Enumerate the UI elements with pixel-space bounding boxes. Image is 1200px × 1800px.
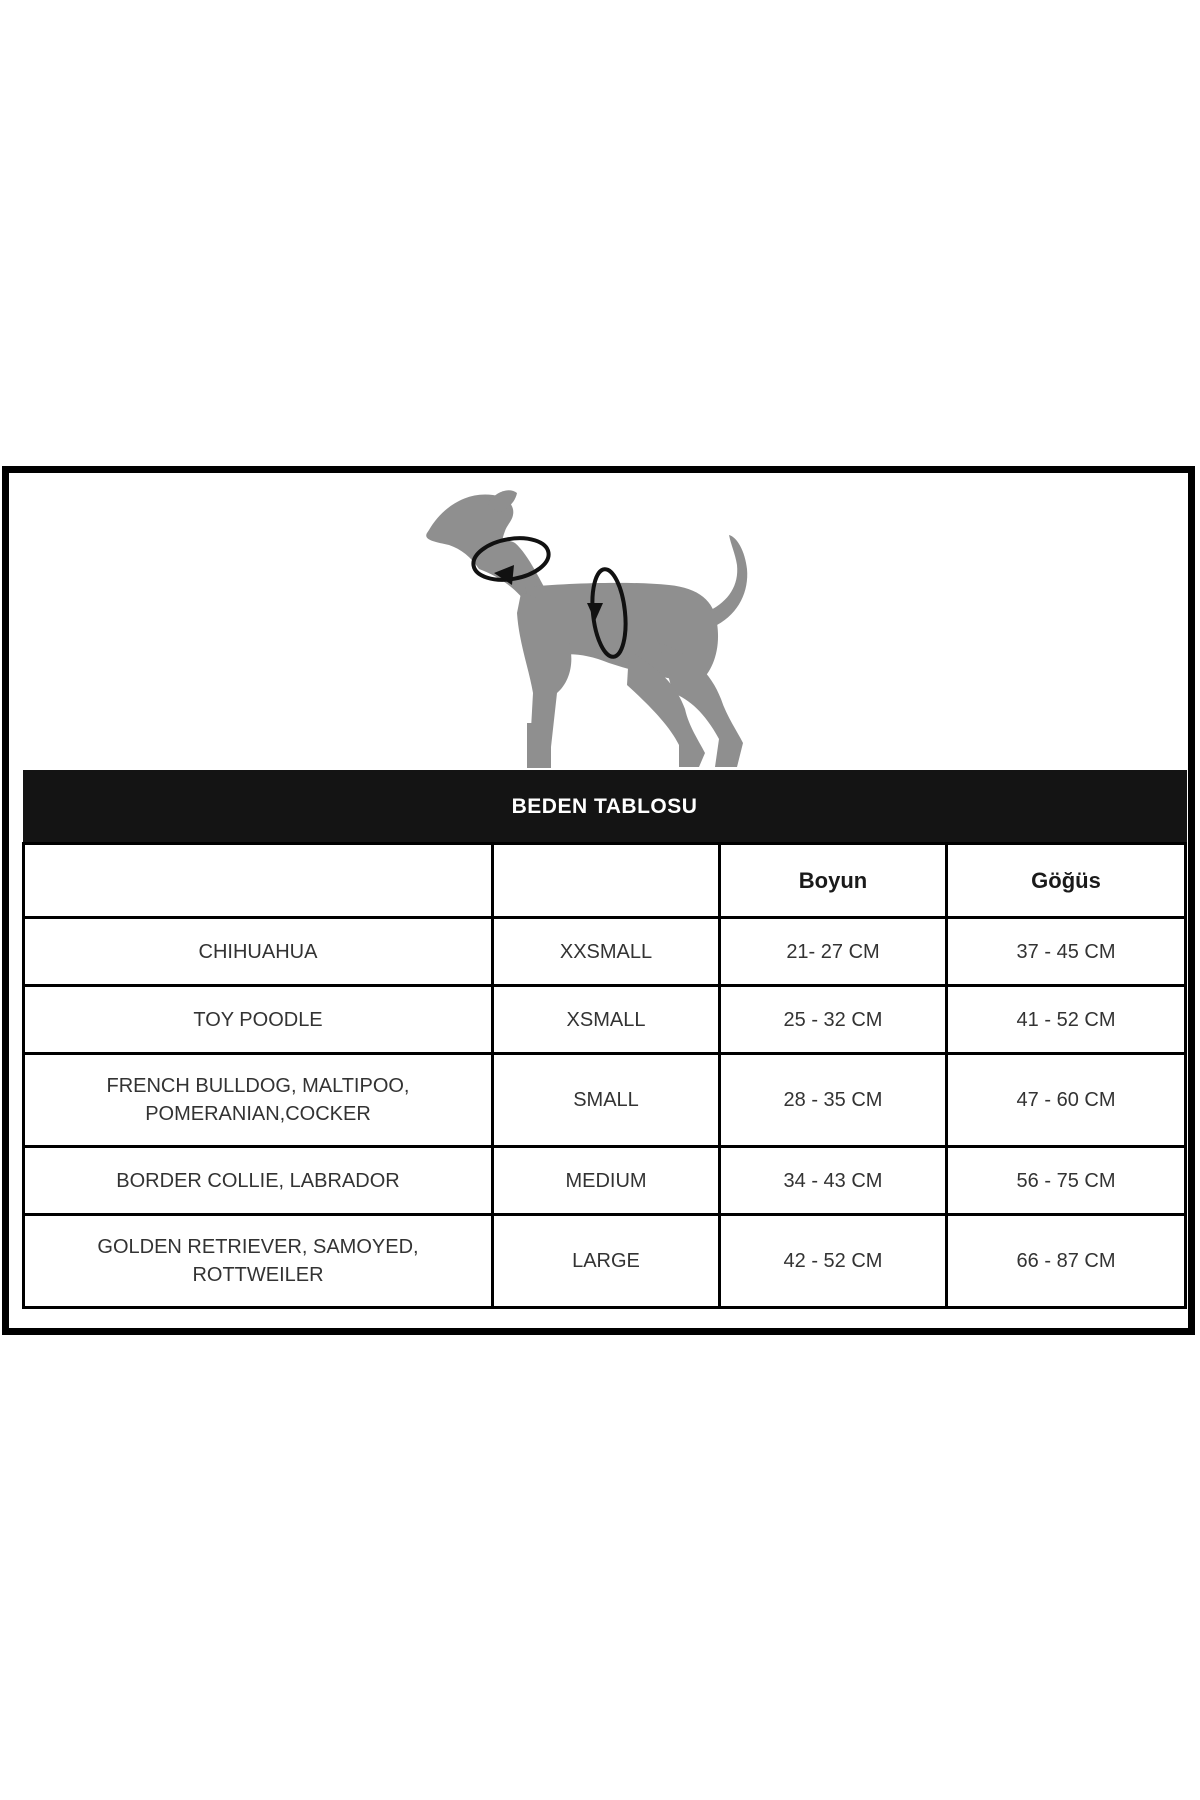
neck-cell: 28 - 35 CM bbox=[720, 1054, 947, 1147]
chest-cell: 56 - 75 CM bbox=[947, 1147, 1186, 1215]
size-cell: SMALL bbox=[493, 1054, 720, 1147]
breed-cell: FRENCH BULLDOG, MALTIPOO, POMERANIAN,COCKER bbox=[24, 1054, 493, 1147]
table-row bbox=[24, 918, 1186, 986]
neck-cell: 34 - 43 CM bbox=[720, 1147, 947, 1215]
size-chart-frame bbox=[2, 466, 1195, 1335]
breed-cell: CHIHUAHUA bbox=[24, 918, 493, 986]
neck-cell: 42 - 52 CM bbox=[720, 1215, 947, 1308]
table-title: BEDEN TABLOSU bbox=[24, 771, 1186, 844]
size-cell: MEDIUM bbox=[493, 1147, 720, 1215]
size-cell: XSMALL bbox=[493, 986, 720, 1054]
chest-arrowhead-icon bbox=[587, 603, 603, 621]
table-row bbox=[24, 986, 1186, 1054]
neck-cell: 21- 27 CM bbox=[720, 918, 947, 986]
header-size bbox=[493, 844, 720, 918]
breed-cell: TOY POODLE bbox=[24, 986, 493, 1054]
table-row bbox=[24, 1054, 1186, 1147]
breed-cell: BORDER COLLIE, LABRADOR bbox=[24, 1147, 493, 1215]
chest-measure-arrow-icon bbox=[588, 568, 629, 659]
table-row bbox=[24, 1147, 1186, 1215]
table-row bbox=[24, 1215, 1186, 1308]
size-cell: LARGE bbox=[493, 1215, 720, 1308]
table-title-row bbox=[24, 771, 1186, 844]
chest-cell: 41 - 52 CM bbox=[947, 986, 1186, 1054]
chest-cell: 66 - 87 CM bbox=[947, 1215, 1186, 1308]
chest-cell: 37 - 45 CM bbox=[947, 918, 1186, 986]
size-cell: XXSMALL bbox=[493, 918, 720, 986]
neck-arrowhead-icon bbox=[494, 565, 514, 585]
header-breed bbox=[24, 844, 493, 918]
table-header-row bbox=[24, 844, 1186, 918]
header-neck: Boyun bbox=[720, 844, 947, 918]
breed-cell: GOLDEN RETRIEVER, SAMOYED, ROTTWEILER bbox=[24, 1215, 493, 1308]
neck-cell: 25 - 32 CM bbox=[720, 986, 947, 1054]
size-table bbox=[22, 770, 1187, 1309]
neck-measure-arrow-icon bbox=[470, 533, 552, 586]
dog-silhouette-icon bbox=[9, 473, 1200, 773]
chest-cell: 47 - 60 CM bbox=[947, 1054, 1186, 1147]
header-chest: Göğüs bbox=[947, 844, 1186, 918]
